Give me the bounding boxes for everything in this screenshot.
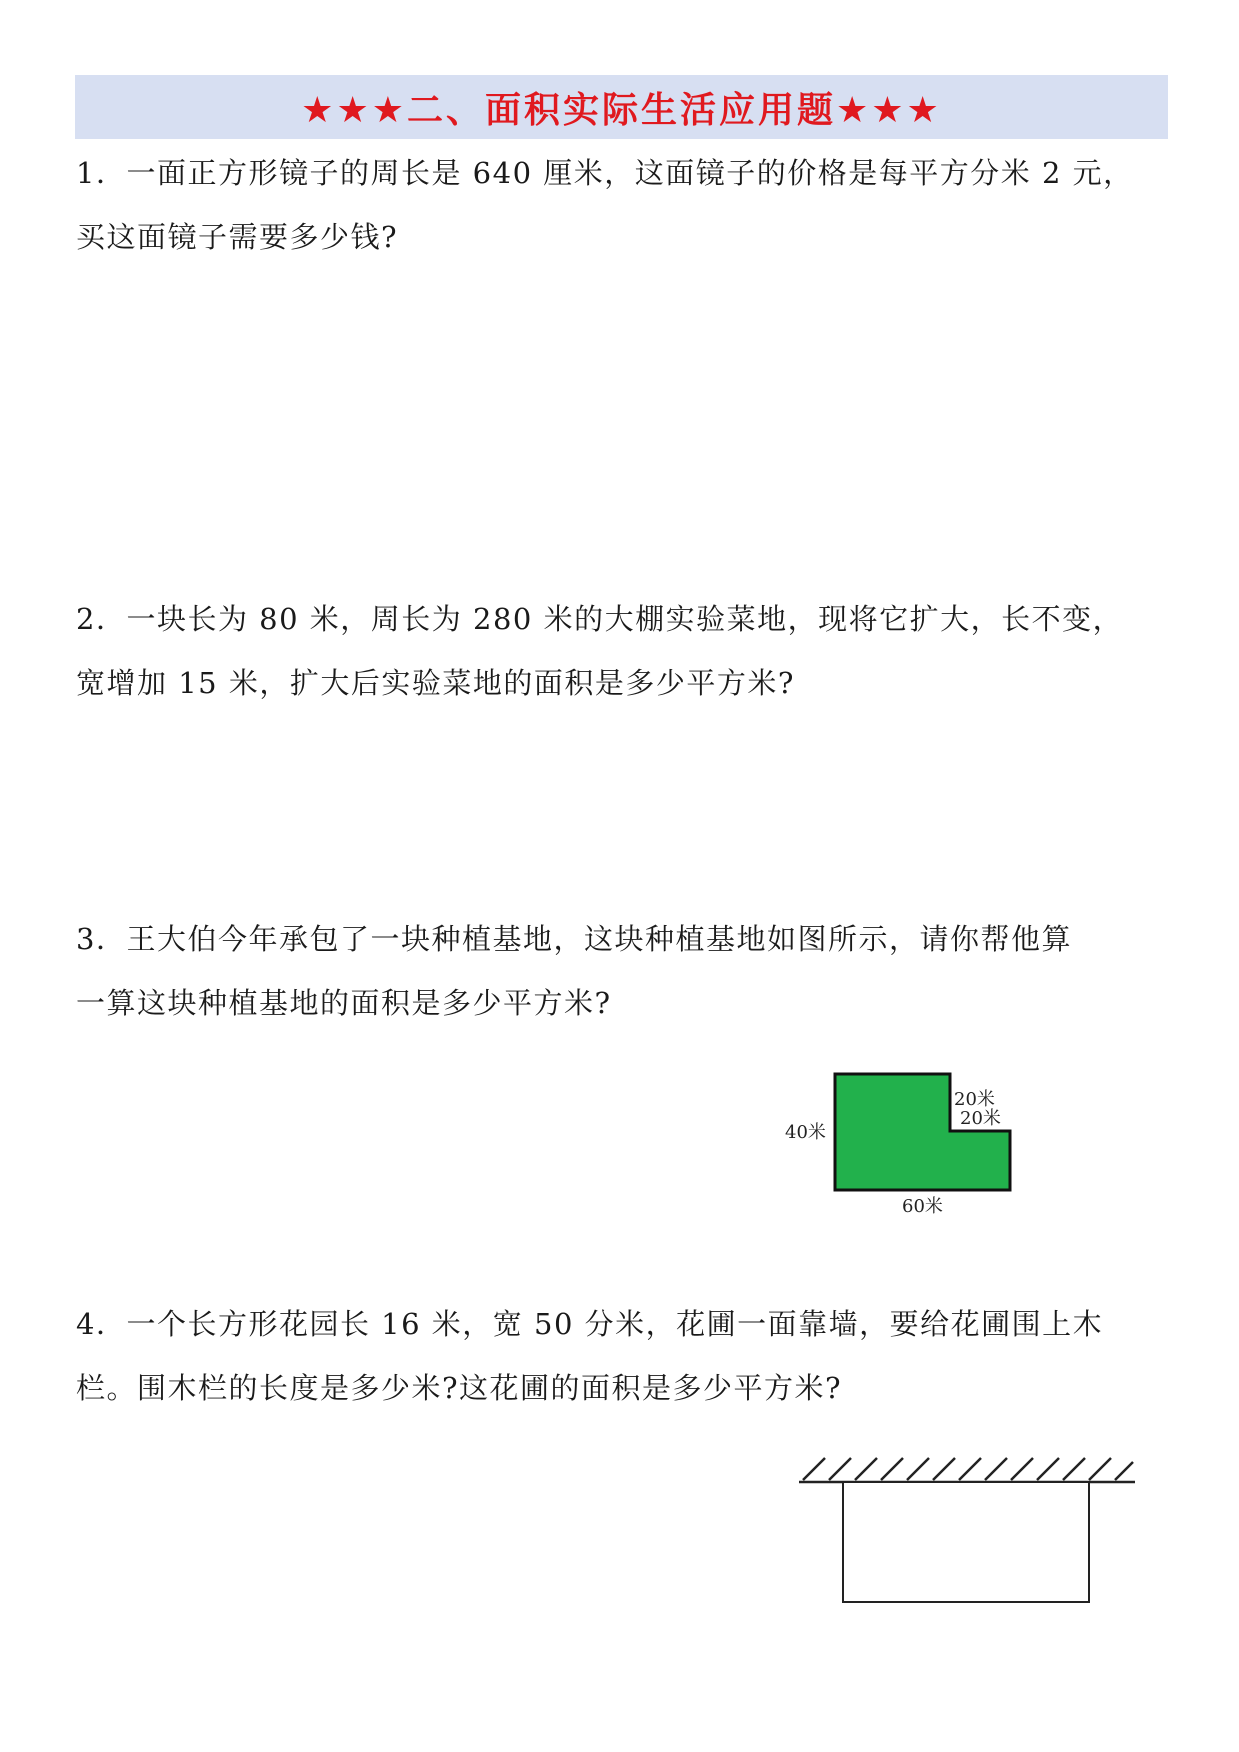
question-1-line-2: 买这面镜子需要多少钱? [76,220,399,254]
question-4-line-1: 4．一个长方形花园长 16 米，宽 50 分米，花圃一面靠墙，要给花圃围上木 [76,1307,1104,1341]
question-1-line-1: 1．一面正方形镜子的周长是 640 厘米，这面镜子的价格是每平方分米 2 元， [76,156,1134,190]
garden-rectangle [843,1482,1089,1602]
question-4 [76,1292,1170,1420]
label-left-40m: 40米 [785,1122,826,1143]
question-2 [76,587,1170,715]
question-1 [76,141,1170,269]
title-banner [75,75,1168,139]
question-2-line-2: 宽增加 15 米，扩大后实验菜地的面积是多少平方米? [76,666,795,700]
question-3 [76,907,1170,1035]
question-2-line-1: 2．一块长为 80 米，周长为 280 米的大棚实验菜地，现将它扩大，长不变， [76,602,1124,636]
planting-base-figure [770,1060,1030,1230]
label-step-top-20m: 20米 [954,1089,995,1110]
question-3-line-2: 一算这块种植基地的面积是多少平方米? [76,986,612,1020]
wall-hatching [803,1458,1133,1480]
label-step-right-20m: 20米 [960,1108,1001,1129]
label-bottom-60m: 60米 [902,1196,943,1217]
question-3-line-1: 3．王大伯今年承包了一块种植基地，这块种植基地如图所示，请你帮他算 [76,922,1072,956]
garden-wall-figure [795,1450,1145,1610]
question-4-line-2: 栏。围木栏的长度是多少米?这花圃的面积是多少平方米? [76,1371,843,1405]
page-title: ★★★二、面积实际生活应用题★★★ [301,89,942,131]
